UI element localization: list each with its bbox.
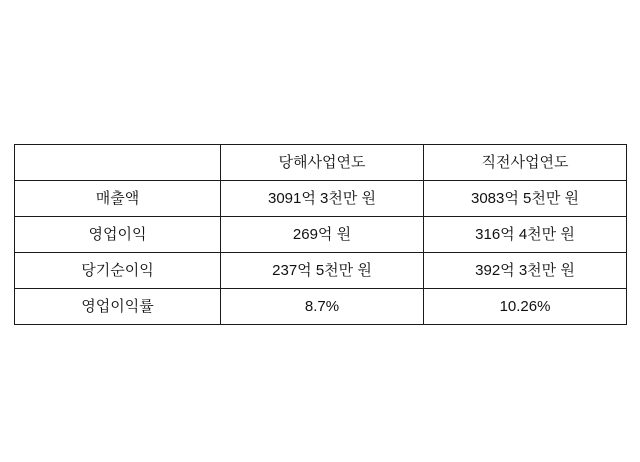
cell-operating-profit-previous: 316억 4천만 원 [424,217,627,253]
financial-table-container [14,144,626,325]
cell-operating-margin-current: 8.7% [221,289,424,325]
row-header-net-income: 당기순이익 [15,253,221,289]
table-header-row [15,145,627,181]
cell-operating-margin-previous: 10.26% [424,289,627,325]
row-header-revenue: 매출액 [15,181,221,217]
cell-net-income-previous: 392억 3천만 원 [424,253,627,289]
financial-summary-table [14,144,627,325]
cell-net-income-current: 237억 5천만 원 [221,253,424,289]
cell-revenue-previous: 3083억 5천만 원 [424,181,627,217]
row-header-operating-profit: 영업이익 [15,217,221,253]
column-header-previous-year: 직전사업연도 [424,145,627,181]
cell-operating-profit-current: 269억 원 [221,217,424,253]
table-row [15,289,627,325]
column-header-current-year: 당해사업연도 [221,145,424,181]
table-row [15,253,627,289]
table-corner-cell [15,145,221,181]
table-row [15,217,627,253]
table-row [15,181,627,217]
cell-revenue-current: 3091억 3천만 원 [221,181,424,217]
row-header-operating-margin: 영업이익률 [15,289,221,325]
